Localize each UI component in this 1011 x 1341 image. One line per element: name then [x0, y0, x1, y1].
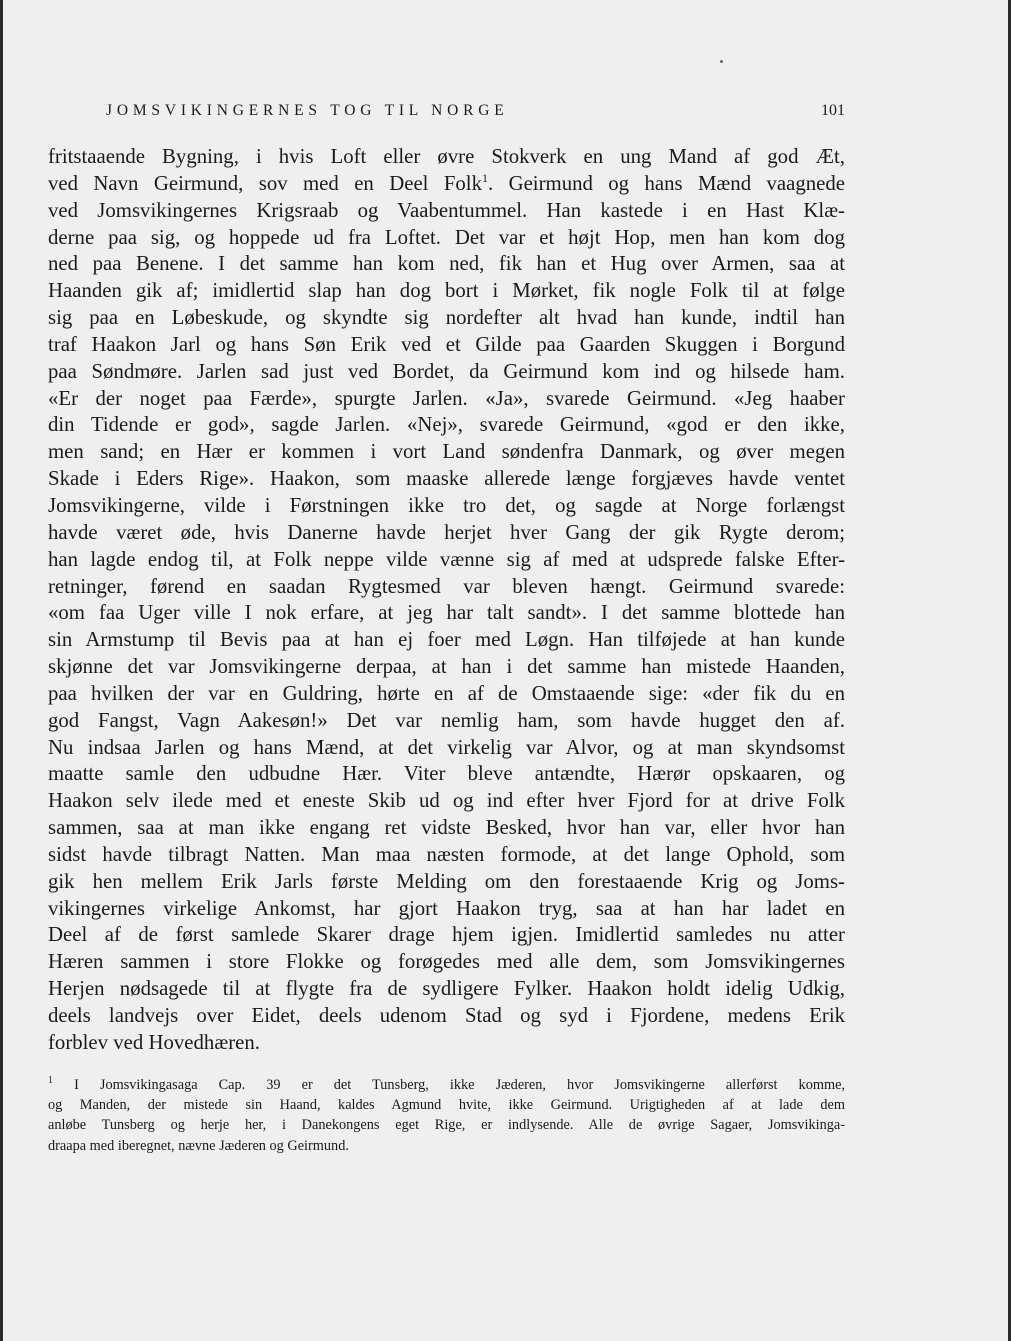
text-line: derne paa sig, og hoppede ud fra Loftet. Det var et højt Hop, men han kom dog	[48, 225, 845, 249]
page-header	[48, 102, 845, 130]
text-line: han lagde endog til, at Folk neppe vilde vænne sig af med at udsprede falske Efter-	[48, 547, 845, 571]
text-line: men sand; en Hær er kommen i vort Land søndenfra Danmark, og øver megen	[48, 440, 845, 464]
main-text	[48, 144, 845, 1057]
text-line: Skade i Eders Rige». Haakon, som maaske allerede længe forgjæves havde ventet	[48, 467, 845, 491]
text-line: fritstaaende Bygning, i hvis Loft eller øvre Stokverk en ung Mand af god Æt,	[48, 145, 845, 168]
text-line: paa Søndmøre. Jarlen sad just ved Bordet, da Geirmund kom ind og hilsede ham.	[48, 359, 845, 383]
text-line: «Er der noget paa Færde», spurgte Jarlen. «Ja», svarede Geirmund. «Jeg haaber	[48, 386, 845, 410]
footnote-line: og Manden, der mistede sin Haand, kaldes Agmund hvite, ikke Geirmund. Urigtigheden af at lade dem	[48, 1097, 845, 1114]
page-number: 101	[821, 102, 845, 119]
text-line: Deel af de først samlede Skarer drage hjem igjen. Imidlertid samledes nu atter	[48, 923, 845, 947]
text-line: ned paa Benene. I det samme han kom ned, fik han et Hug over Armen, saa at	[48, 252, 845, 276]
footnote-text: I Jomsvikingasaga Cap. 39 er det Tunsberg, ikke Jæderen, hvor Jomsvikingerne allerførst komme,	[74, 1077, 846, 1093]
footnote-line: anløbe Tunsberg og herje her, i Danekongens eget Rige, er indlysende. Alle de øvrige Sagaer, Jomsvikinga-	[48, 1117, 845, 1134]
footnote-reference[interactable]: 1	[481, 170, 488, 185]
text-line: «om faa Uger ville I nok erfare, at jeg har talt sandt». I det samme blottede han	[48, 601, 845, 625]
paper-speck	[720, 60, 723, 63]
text-line: vikingernes virkelige Ankomst, har gjort Haakon tryg, saa at han har ladet en	[48, 896, 845, 920]
text-line: Nu indsaa Jarlen og hans Mænd, at det virkelig var Alvor, og at man skyndsomst	[48, 735, 845, 759]
footnote-line: draapa med iberegnet, nævne Jæderen og Geirmund.	[48, 1137, 349, 1154]
text-line: traf Haakon Jarl og hans Søn Erik ved et Gilde paa Gaarden Skuggen i Borgund	[48, 332, 845, 356]
text-segment: ved Navn Geirmund, sov med en Deel Folk	[48, 171, 482, 195]
footnote	[48, 1075, 845, 1156]
text-line: Jomsvikingerne, vilde i Førstningen ikke tro det, og sagde at Norge forlængst	[48, 493, 845, 517]
text-line: Hæren sammen i store Flokke og forøgedes med alle dem, som Jomsvikingernes	[48, 950, 845, 974]
text-line: Herjen nødsagede til at flygte fra de sydligere Fylker. Haakon holdt idelig Udkig,	[48, 977, 845, 1001]
footnote-line	[48, 1075, 845, 1095]
text-line: sammen, saa at man ikke engang ret vidste Besked, hvor han var, eller hvor han	[48, 816, 845, 840]
text-line: deels landvejs over Eidet, deels udenom Stad og syd i Fjordene, medens Erik	[48, 1004, 845, 1027]
footnote-marker: 1	[48, 1075, 53, 1087]
text-line: havde været øde, hvis Danerne havde herjet hver Gang der gik Rygte derom;	[48, 520, 845, 544]
text-line: sidst havde tilbragt Natten. Man maa næsten formode, at det lange Ophold, som	[48, 842, 845, 866]
text-segment: Geirmund og hans Mænd vaagnede	[508, 171, 845, 195]
text-line: maatte samle den udbudne Hær. Viter bleve antændte, Hærør opskaaren, og	[48, 762, 845, 786]
text-line: sin Armstump til Bevis paa at han ej foer med Løgn. Han tilføjede at han kunde	[48, 628, 845, 652]
text-line: god Fangst, Vagn Aakesøn!» Det var nemlig ham, som havde hugget den af.	[48, 708, 845, 732]
text-line-with-footnote-ref: ved Navn Geirmund, sov med en Deel Folk$^1$. Geirmund og hans Mænd vaagnede	[48, 170, 845, 195]
text-line: retninger, førend en saadan Rygtesmed var bleven hængt. Geirmund svarede:	[48, 574, 845, 598]
text-line: din Tidende er god», sagde Jarlen. «Nej», svarede Geirmund, «god er den ikke,	[48, 413, 845, 437]
text-line: ved Jomsvikingernes Krigsraab og Vaabentummel. Han kastede i en Hast Klæ-	[48, 198, 845, 222]
text-line: Haanden gik af; imidlertid slap han dog bort i Mørket, fik nogle Folk til at følge	[48, 279, 845, 303]
text-line: forblev ved Hovedhæren.	[48, 1030, 260, 1054]
running-head: JOMSVIKINGERNES TOG TIL NORGE	[106, 102, 509, 119]
text-line: paa hvilken der var en Guldring, hørte en af de Omstaaende sige: «der fik du en	[48, 681, 845, 705]
text-line: sig paa en Løbeskude, og skyndte sig nordefter alt hvad han kunde, indtil han	[48, 306, 845, 330]
text-line: gik hen mellem Erik Jarls første Melding om den forestaaende Krig og Joms-	[48, 869, 845, 893]
text-line: Haakon selv ilede med et eneste Skib ud og ind efter hver Fjord for at drive Folk	[48, 789, 845, 813]
text-line: skjønne det var Jomsvikingerne derpaa, at han i det samme han mistede Haanden,	[48, 655, 845, 679]
